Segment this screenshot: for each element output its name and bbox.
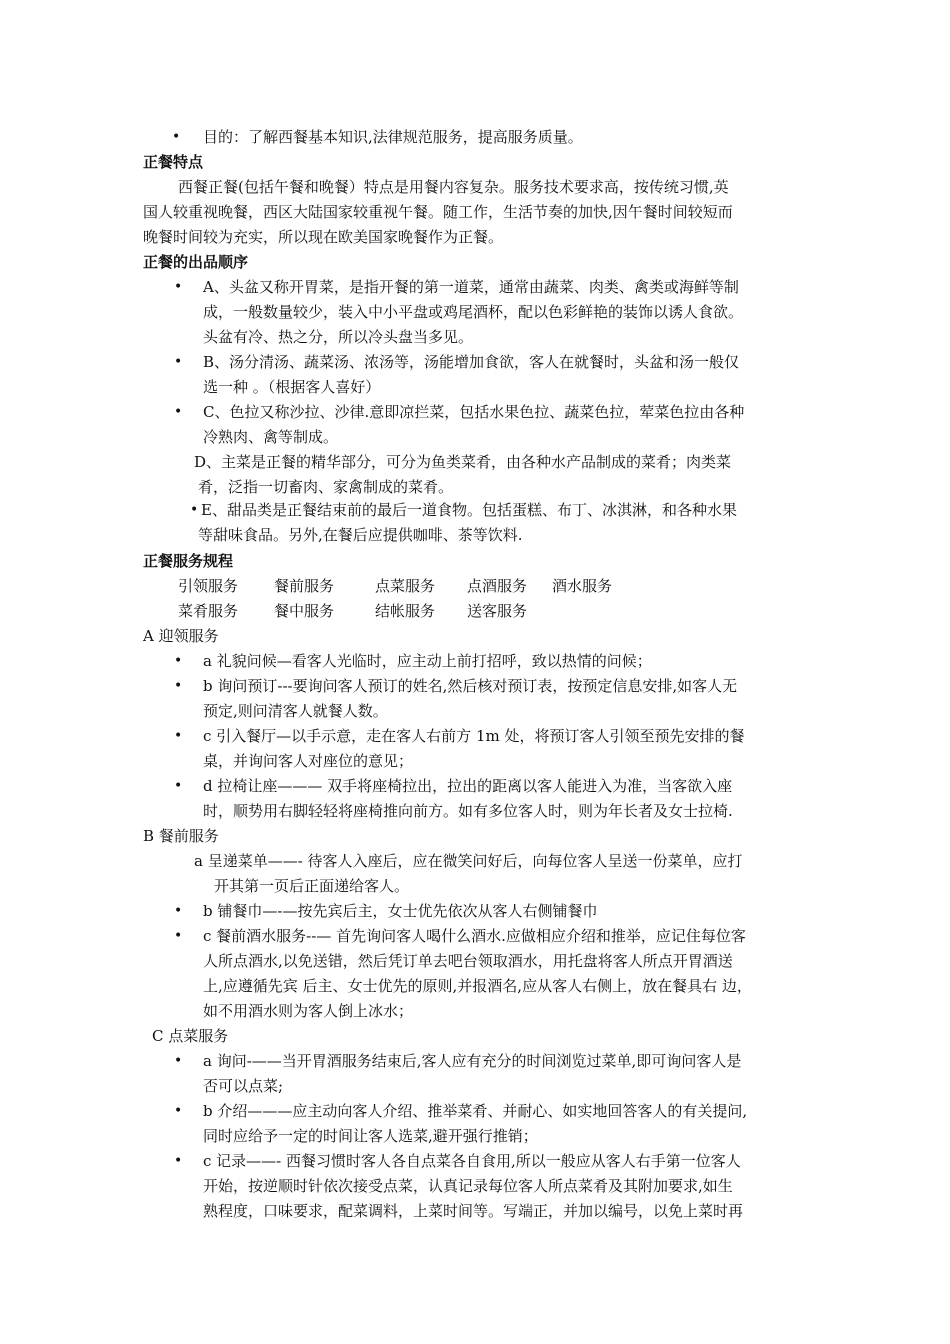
bullet-icon: • [174, 1153, 183, 1169]
list-item-line: A、头盆又称开胃菜，是指开餐的第一道菜，通常由蔬菜、肉类、禽类或海鲜等制 [203, 278, 739, 296]
list-item-line: a 询问-——当开胃酒服务结束后,客人应有充分的时间浏览过菜单,即可询问客人是 [203, 1052, 742, 1070]
bullet-icon: • [174, 404, 183, 420]
list-item-line: a 呈递菜单——- 待客人入座后，应在微笑问好后，向每位客人呈送一份菜单，应打 [194, 852, 743, 870]
list-item-line: 预定,则问清客人就餐人数。 [203, 702, 388, 720]
list-item-line: b 介绍———应主动向客人介绍、推举菜肴、并耐心、如实地回答客人的有关提问, [203, 1102, 748, 1120]
purpose-line: 目的：了解西餐基本知识,法律规范服务，提高服务质量。 [203, 128, 583, 146]
list-item-line: a 礼貌问候—看客人光临时，应主动上前打招呼，致以热情的问候； [203, 652, 652, 670]
bullet-icon: • [174, 778, 183, 794]
subsection-heading-b: B 餐前服务 [143, 827, 219, 845]
paragraph-line: 西餐正餐(包括午餐和晚餐）特点是用餐内容复杂。服务技术要求高，按传统习惯,英 [178, 178, 729, 196]
list-item-line: 开其第一页后正面递给客人。 [214, 877, 410, 895]
list-item-line: 同时应给予一定的时间让客人选菜,避开强行推销； [203, 1127, 538, 1145]
section-heading-features: 正餐特点 [143, 153, 204, 171]
bullet-icon: • [174, 678, 183, 694]
list-item-line: B、汤分清汤、蔬菜汤、浓汤等，汤能增加食欲，客人在就餐时，头盆和汤一般仅 [203, 353, 740, 371]
section-heading-service-procedure: 正餐服务规程 [143, 552, 234, 570]
list-item-line: 人所点酒水,以免送错，然后凭订单去吧台领取酒水，用托盘将客人所点开胃酒送 [203, 952, 733, 970]
list-item-line: d 拉椅让座——— 双手将座椅拉出，拉出的距离以客人能进入为准，当客欲入座 [203, 777, 733, 795]
list-item-line: 否可以点菜; [203, 1077, 284, 1095]
list-item-line: 冷熟肉、禽等制成。 [203, 428, 339, 446]
list-item-line: C、色拉又称沙拉、沙律.意即凉拦菜，包括水果色拉、蔬菜色拉，荤菜色拉由各种 [203, 403, 745, 421]
bullet-icon: • [174, 279, 183, 295]
list-item-line: 桌，并询问客人对座位的意见； [203, 752, 414, 770]
procedure-item: 餐前服务 [274, 577, 335, 595]
list-item-line: b 铺餐巾—-—按先宾后主，女士优先依次从客人右侧铺餐巾 [203, 902, 598, 920]
list-item-line: 等甜味食品。另外,在餐后应提供咖啡、茶等饮料. [198, 526, 523, 544]
procedure-item: 餐中服务 [274, 602, 335, 620]
bullet-icon: • [174, 903, 183, 919]
bullet-icon: • [174, 1053, 183, 1069]
list-item-line: 熟程度，口味要求，配菜调料，上菜时间等。写端正，并加以编号，以免上菜时再 [203, 1202, 744, 1220]
bullet-icon: • [174, 928, 183, 944]
list-item-line: E、甜品类是正餐结束前的最后一道食物。包括蛋糕、布丁、冰淇淋，和各种水果 [201, 501, 737, 519]
bullet-icon: • [174, 1103, 183, 1119]
procedure-item: 结帐服务 [375, 602, 436, 620]
bullet-icon: • [174, 354, 183, 370]
list-item-line: 头盆有冷、热之分，所以冷头盘当多见。 [203, 328, 474, 346]
list-item-line: 上,应遵循先宾 后主、女士优先的原则,并报酒名,应从客人右侧上，放在餐具右 边， [203, 977, 752, 995]
procedure-item: 引领服务 [178, 577, 239, 595]
subsection-heading-a: A 迎领服务 [143, 627, 219, 645]
bullet-icon: • [174, 728, 183, 744]
paragraph-line: 晚餐时间较为充实，所以现在欧美国家晚餐作为正餐。 [143, 228, 504, 246]
paragraph-line: 国人较重视晚餐，西区大陆国家较重视午餐。随工作，生活节奏的加快,因午餐时间较短而 [143, 203, 733, 221]
list-item-line: 肴，泛指一切畜肉、家禽制成的菜肴。 [198, 478, 454, 496]
list-item-line: c 记录——- 西餐习惯时客人各自点菜各自食用,所以一般应从客人右手第一位客人 [203, 1152, 741, 1170]
list-item-line: c 引入餐厅—以手示意，走在客人右前方 1m 处，将预订客人引领至预先安排的餐 [203, 727, 745, 745]
bullet-icon: • [190, 502, 199, 518]
list-item-line: 时，顺势用右脚轻轻将座椅推向前方。如有多位客人时，则为年长者及女士拉椅. [203, 802, 733, 820]
procedure-item: 点菜服务 [375, 577, 436, 595]
list-item-line: 成，一般数量较少，装入中小平盘或鸡尾酒杯，配以色彩鲜艳的装饰以诱人食欲。 [203, 303, 744, 321]
procedure-item: 酒水服务 [552, 577, 613, 595]
list-item-line: D、主菜是正餐的精华部分，可分为鱼类菜肴，由各种水产品制成的菜肴；肉类菜 [194, 453, 732, 471]
bullet-icon: • [174, 653, 183, 669]
list-item-line: 开始，按逆顺时针依次接受点菜，认真记录每位客人所点菜肴及其附加要求,如生 [203, 1177, 733, 1195]
procedure-item: 点酒服务 [467, 577, 528, 595]
list-item-line: c 餐前酒水服务--— 首先询问客人喝什么酒水.应做相应介绍和推举，应记住每位客 [203, 927, 746, 945]
list-item-line: 选一种 。（根据客人喜好） [203, 378, 381, 396]
procedure-item: 菜肴服务 [178, 602, 239, 620]
list-item-line: b 询问预订---要询问客人预订的姓名,然后核对预订表，按预定信息安排,如客人无 [203, 677, 738, 695]
section-heading-course-order: 正餐的出品顺序 [143, 253, 249, 271]
subsection-heading-c: C 点菜服务 [152, 1027, 229, 1045]
list-item-line: 如不用酒水则为客人倒上冰水； [203, 1002, 414, 1020]
procedure-item: 送客服务 [467, 602, 528, 620]
bullet-icon: • [172, 129, 181, 145]
